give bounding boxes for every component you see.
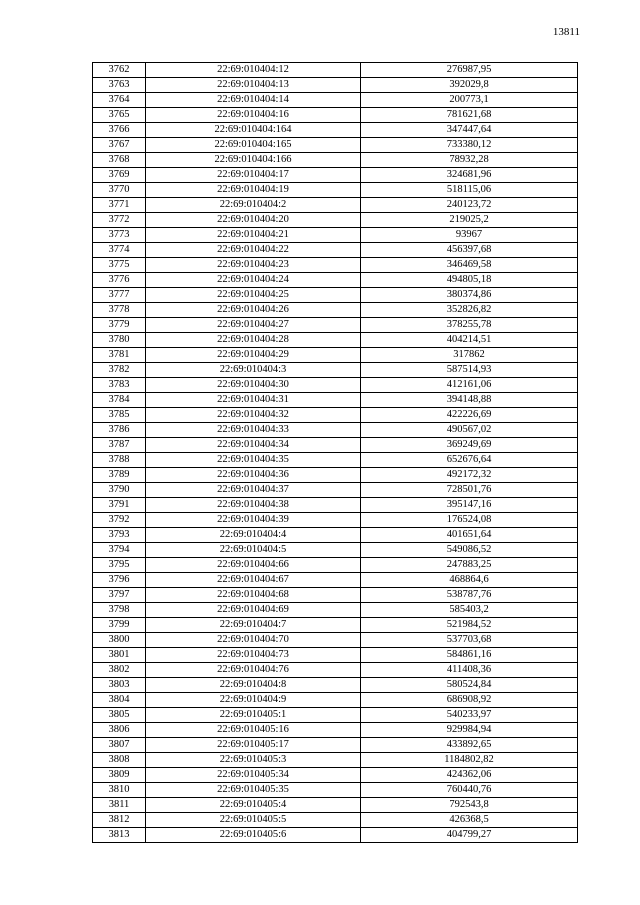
- value-cell: 395147,16: [361, 498, 578, 513]
- value-cell: 380374,86: [361, 288, 578, 303]
- cadastral-number-cell: 22:69:010404:37: [146, 483, 361, 498]
- row-number-cell: 3808: [93, 753, 146, 768]
- table-row: [93, 513, 578, 528]
- table-body: [93, 63, 578, 843]
- row-number-cell: 3810: [93, 783, 146, 798]
- table-row: [93, 528, 578, 543]
- value-cell: 392029,8: [361, 78, 578, 93]
- cadastral-number-cell: 22:69:010404:23: [146, 258, 361, 273]
- table-row: [93, 633, 578, 648]
- cadastral-number-cell: 22:69:010404:24: [146, 273, 361, 288]
- cadastral-value-table: [92, 62, 578, 843]
- cadastral-number-cell: 22:69:010405:35: [146, 783, 361, 798]
- cadastral-number-cell: 22:69:010404:66: [146, 558, 361, 573]
- row-number-cell: 3799: [93, 618, 146, 633]
- row-number-cell: 3778: [93, 303, 146, 318]
- table-row: [93, 123, 578, 138]
- value-cell: 584861,16: [361, 648, 578, 663]
- cadastral-number-cell: 22:69:010404:28: [146, 333, 361, 348]
- row-number-cell: 3777: [93, 288, 146, 303]
- table-row: [93, 303, 578, 318]
- table-row: [93, 723, 578, 738]
- value-cell: 422226,69: [361, 408, 578, 423]
- cadastral-number-cell: 22:69:010404:164: [146, 123, 361, 138]
- table-row: [93, 483, 578, 498]
- table-row: [93, 168, 578, 183]
- row-number-cell: 3779: [93, 318, 146, 333]
- cadastral-number-cell: 22:69:010404:35: [146, 453, 361, 468]
- cadastral-number-cell: 22:69:010404:38: [146, 498, 361, 513]
- value-cell: 401651,64: [361, 528, 578, 543]
- row-number-cell: 3795: [93, 558, 146, 573]
- row-number-cell: 3774: [93, 243, 146, 258]
- value-cell: 317862: [361, 348, 578, 363]
- cadastral-number-cell: 22:69:010404:16: [146, 108, 361, 123]
- value-cell: 433892,65: [361, 738, 578, 753]
- cadastral-number-cell: 22:69:010405:6: [146, 828, 361, 843]
- table-row: [93, 93, 578, 108]
- cadastral-number-cell: 22:69:010404:7: [146, 618, 361, 633]
- value-cell: 652676,64: [361, 453, 578, 468]
- value-cell: 549086,52: [361, 543, 578, 558]
- row-number-cell: 3787: [93, 438, 146, 453]
- row-number-cell: 3762: [93, 63, 146, 78]
- value-cell: 352826,82: [361, 303, 578, 318]
- table-row: [93, 333, 578, 348]
- value-cell: 378255,78: [361, 318, 578, 333]
- value-cell: 404799,27: [361, 828, 578, 843]
- row-number-cell: 3798: [93, 603, 146, 618]
- value-cell: 424362,06: [361, 768, 578, 783]
- row-number-cell: 3781: [93, 348, 146, 363]
- row-number-cell: 3772: [93, 213, 146, 228]
- row-number-cell: 3811: [93, 798, 146, 813]
- cadastral-number-cell: 22:69:010405:3: [146, 753, 361, 768]
- row-number-cell: 3805: [93, 708, 146, 723]
- row-number-cell: 3789: [93, 468, 146, 483]
- cadastral-number-cell: 22:69:010404:3: [146, 363, 361, 378]
- row-number-cell: 3790: [93, 483, 146, 498]
- cadastral-number-cell: 22:69:010404:14: [146, 93, 361, 108]
- cadastral-number-cell: 22:69:010405:34: [146, 768, 361, 783]
- cadastral-number-cell: 22:69:010404:29: [146, 348, 361, 363]
- row-number-cell: 3794: [93, 543, 146, 558]
- cadastral-number-cell: 22:69:010405:16: [146, 723, 361, 738]
- cadastral-number-cell: 22:69:010404:22: [146, 243, 361, 258]
- row-number-cell: 3769: [93, 168, 146, 183]
- value-cell: 394148,88: [361, 393, 578, 408]
- cadastral-number-cell: 22:69:010404:68: [146, 588, 361, 603]
- table-row: [93, 423, 578, 438]
- value-cell: 537703,68: [361, 633, 578, 648]
- table-row: [93, 558, 578, 573]
- table-row: [93, 498, 578, 513]
- cadastral-number-cell: 22:69:010404:13: [146, 78, 361, 93]
- cadastral-number-cell: 22:69:010404:34: [146, 438, 361, 453]
- table-row: [93, 408, 578, 423]
- table-row: [93, 63, 578, 78]
- table-row: [93, 693, 578, 708]
- row-number-cell: 3776: [93, 273, 146, 288]
- value-cell: 200773,1: [361, 93, 578, 108]
- cadastral-number-cell: 22:69:010404:76: [146, 663, 361, 678]
- value-cell: 369249,69: [361, 438, 578, 453]
- row-number-cell: 3791: [93, 498, 146, 513]
- cadastral-number-cell: 22:69:010405:4: [146, 798, 361, 813]
- value-cell: 346469,58: [361, 258, 578, 273]
- value-cell: 760440,76: [361, 783, 578, 798]
- value-cell: 792543,8: [361, 798, 578, 813]
- value-cell: 585403,2: [361, 603, 578, 618]
- cadastral-number-cell: 22:69:010405:17: [146, 738, 361, 753]
- value-cell: 276987,95: [361, 63, 578, 78]
- row-number-cell: 3773: [93, 228, 146, 243]
- row-number-cell: 3767: [93, 138, 146, 153]
- table-row: [93, 438, 578, 453]
- value-cell: 733380,12: [361, 138, 578, 153]
- cadastral-number-cell: 22:69:010404:30: [146, 378, 361, 393]
- row-number-cell: 3784: [93, 393, 146, 408]
- row-number-cell: 3797: [93, 588, 146, 603]
- row-number-cell: 3786: [93, 423, 146, 438]
- value-cell: 347447,64: [361, 123, 578, 138]
- value-cell: 540233,97: [361, 708, 578, 723]
- value-cell: 247883,25: [361, 558, 578, 573]
- value-cell: 468864,6: [361, 573, 578, 588]
- table-row: [93, 678, 578, 693]
- cadastral-number-cell: 22:69:010404:17: [146, 168, 361, 183]
- table-row: [93, 243, 578, 258]
- row-number-cell: 3793: [93, 528, 146, 543]
- value-cell: 686908,92: [361, 693, 578, 708]
- value-cell: 728501,76: [361, 483, 578, 498]
- table-row: [93, 108, 578, 123]
- value-cell: 929984,94: [361, 723, 578, 738]
- cadastral-number-cell: 22:69:010404:5: [146, 543, 361, 558]
- cadastral-number-cell: 22:69:010404:8: [146, 678, 361, 693]
- cadastral-number-cell: 22:69:010404:21: [146, 228, 361, 243]
- row-number-cell: 3796: [93, 573, 146, 588]
- value-cell: 490567,02: [361, 423, 578, 438]
- cadastral-number-cell: 22:69:010404:12: [146, 63, 361, 78]
- row-number-cell: 3804: [93, 693, 146, 708]
- row-number-cell: 3770: [93, 183, 146, 198]
- row-number-cell: 3806: [93, 723, 146, 738]
- table-row: [93, 453, 578, 468]
- table-row: [93, 198, 578, 213]
- row-number-cell: 3803: [93, 678, 146, 693]
- row-number-cell: 3768: [93, 153, 146, 168]
- table-row: [93, 348, 578, 363]
- cadastral-number-cell: 22:69:010404:19: [146, 183, 361, 198]
- value-cell: 412161,06: [361, 378, 578, 393]
- value-cell: 587514,93: [361, 363, 578, 378]
- table-row: [93, 288, 578, 303]
- row-number-cell: 3792: [93, 513, 146, 528]
- table-row: [93, 543, 578, 558]
- cadastral-number-cell: 22:69:010404:4: [146, 528, 361, 543]
- table-row: [93, 228, 578, 243]
- cadastral-number-cell: 22:69:010404:25: [146, 288, 361, 303]
- table-row: [93, 708, 578, 723]
- value-cell: 494805,18: [361, 273, 578, 288]
- value-cell: 580524,84: [361, 678, 578, 693]
- row-number-cell: 3775: [93, 258, 146, 273]
- table-row: [93, 138, 578, 153]
- row-number-cell: 3813: [93, 828, 146, 843]
- row-number-cell: 3783: [93, 378, 146, 393]
- cadastral-number-cell: 22:69:010404:165: [146, 138, 361, 153]
- page-number: 13811: [552, 26, 580, 38]
- row-number-cell: 3780: [93, 333, 146, 348]
- row-number-cell: 3809: [93, 768, 146, 783]
- value-cell: 1184802,82: [361, 753, 578, 768]
- table-row: [93, 468, 578, 483]
- row-number-cell: 3801: [93, 648, 146, 663]
- table-row: [93, 783, 578, 798]
- value-cell: 404214,51: [361, 333, 578, 348]
- table-row: [93, 618, 578, 633]
- table-row: [93, 378, 578, 393]
- row-number-cell: 3802: [93, 663, 146, 678]
- cadastral-number-cell: 22:69:010404:36: [146, 468, 361, 483]
- cadastral-number-cell: 22:69:010404:32: [146, 408, 361, 423]
- value-cell: 538787,76: [361, 588, 578, 603]
- value-cell: 426368,5: [361, 813, 578, 828]
- row-number-cell: 3800: [93, 633, 146, 648]
- value-cell: 781621,68: [361, 108, 578, 123]
- value-cell: 219025,2: [361, 213, 578, 228]
- table-row: [93, 753, 578, 768]
- table-row: [93, 153, 578, 168]
- cadastral-number-cell: 22:69:010405:5: [146, 813, 361, 828]
- table-row: [93, 258, 578, 273]
- table-row: [93, 828, 578, 843]
- table-row: [93, 273, 578, 288]
- cadastral-number-cell: 22:69:010404:73: [146, 648, 361, 663]
- table-row: [93, 603, 578, 618]
- value-cell: 456397,68: [361, 243, 578, 258]
- table-row: [93, 78, 578, 93]
- row-number-cell: 3785: [93, 408, 146, 423]
- row-number-cell: 3812: [93, 813, 146, 828]
- cadastral-number-cell: 22:69:010405:1: [146, 708, 361, 723]
- cadastral-number-cell: 22:69:010404:9: [146, 693, 361, 708]
- row-number-cell: 3807: [93, 738, 146, 753]
- value-cell: 518115,06: [361, 183, 578, 198]
- cadastral-number-cell: 22:69:010404:69: [146, 603, 361, 618]
- row-number-cell: 3766: [93, 123, 146, 138]
- table-row: [93, 393, 578, 408]
- value-cell: 78932,28: [361, 153, 578, 168]
- cadastral-number-cell: 22:69:010404:70: [146, 633, 361, 648]
- cadastral-number-cell: 22:69:010404:166: [146, 153, 361, 168]
- row-number-cell: 3771: [93, 198, 146, 213]
- table-row: [93, 573, 578, 588]
- table-row: [93, 813, 578, 828]
- value-cell: 411408,36: [361, 663, 578, 678]
- table-row: [93, 183, 578, 198]
- table-row: [93, 738, 578, 753]
- row-number-cell: 3788: [93, 453, 146, 468]
- row-number-cell: 3763: [93, 78, 146, 93]
- cadastral-number-cell: 22:69:010404:27: [146, 318, 361, 333]
- table-row: [93, 318, 578, 333]
- cadastral-number-cell: 22:69:010404:31: [146, 393, 361, 408]
- cadastral-number-cell: 22:69:010404:67: [146, 573, 361, 588]
- cadastral-number-cell: 22:69:010404:2: [146, 198, 361, 213]
- value-cell: 521984,52: [361, 618, 578, 633]
- value-cell: 176524,08: [361, 513, 578, 528]
- value-cell: 324681,96: [361, 168, 578, 183]
- cadastral-number-cell: 22:69:010404:39: [146, 513, 361, 528]
- value-cell: 240123,72: [361, 198, 578, 213]
- cadastral-number-cell: 22:69:010404:20: [146, 213, 361, 228]
- table-row: [93, 663, 578, 678]
- cadastral-number-cell: 22:69:010404:33: [146, 423, 361, 438]
- table-row: [93, 363, 578, 378]
- row-number-cell: 3764: [93, 93, 146, 108]
- cadastral-number-cell: 22:69:010404:26: [146, 303, 361, 318]
- table-row: [93, 588, 578, 603]
- row-number-cell: 3782: [93, 363, 146, 378]
- table-row: [93, 648, 578, 663]
- value-cell: 492172,32: [361, 468, 578, 483]
- table-row: [93, 798, 578, 813]
- row-number-cell: 3765: [93, 108, 146, 123]
- table-row: [93, 213, 578, 228]
- table-row: [93, 768, 578, 783]
- value-cell: 93967: [361, 228, 578, 243]
